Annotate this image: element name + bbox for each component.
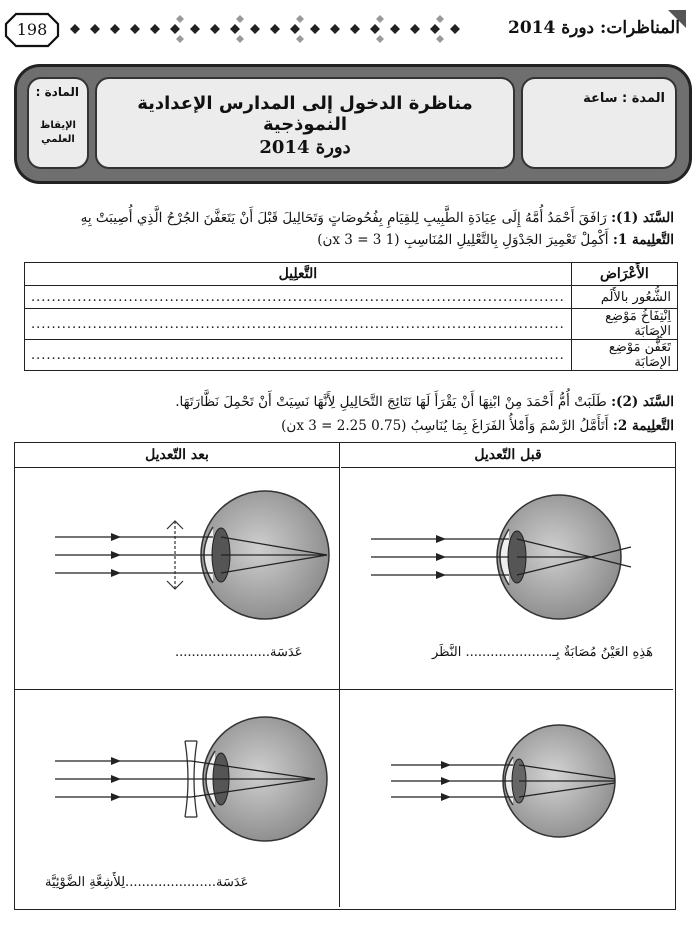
exam-header — [14, 64, 692, 184]
column-before: قبل التّعديل — [341, 443, 675, 468]
table-header-justification: التَّعلِيل — [25, 263, 572, 286]
title-box — [95, 77, 515, 169]
instruction-1-label: التَّعلِيمة 1: — [612, 232, 674, 248]
support-1-label: السَّنَد (1): — [611, 210, 674, 226]
answer-blank[interactable]: ........................................................................................................ — [25, 340, 572, 371]
caption-after-top[interactable]: عَدَسَة....................... — [175, 645, 303, 660]
subject-label: المادة : — [35, 85, 79, 99]
top-title: المناظرات: دورة 2014 — [507, 18, 680, 38]
instruction-1 — [317, 232, 674, 248]
instruction-2 — [281, 418, 674, 434]
eye-before-top-diagram — [341, 469, 673, 629]
eye-diagram-grid — [14, 442, 676, 910]
row-divider — [15, 689, 673, 690]
support-1-text: رَافَقَ أَحْمَدُ أُمَّهُ إِلَى عِيَادَةِ الطَّبِيبِ لِلقِيَامِ بِفُحُوصَاتٍ وَتَحَالِيلَ قَبْلَ أَنْ يَتَعَفَّنَ الجُرْحُ الَّذِي أُصِيبَتْ بِهِ — [80, 210, 607, 226]
ray-arrows — [111, 533, 121, 577]
duration-label: المدة : ساعة — [583, 91, 665, 106]
caption-before-top[interactable]: هَذِهِ العَيْنُ مُصَابَةٌ بِـ..................... النَّظَر — [431, 645, 653, 660]
symptoms-table — [24, 262, 678, 371]
exam-session: دورة 2014 — [259, 137, 351, 158]
symptom-cell: تَعَفُّن مَوْضِع الإصَابَة — [571, 340, 677, 371]
support-2-label: السَّنَد (2): — [611, 394, 674, 410]
support-2 — [175, 394, 674, 410]
support-1 — [81, 210, 674, 226]
table-row — [25, 340, 678, 371]
ray-arrows — [441, 761, 451, 801]
duration-box — [521, 77, 677, 169]
symptom-cell: اِنْتِفَاخُ مَوْضِع الإصَابَة — [571, 309, 677, 340]
subject-value: الإيقاظ العلمي — [40, 120, 76, 145]
answer-blank[interactable]: ........................................................................................................ — [25, 309, 572, 340]
ray-arrows — [436, 535, 446, 579]
symptom-cell: الشُّعُور بالأَلَم — [571, 286, 677, 309]
eye-after-top-diagram — [15, 469, 337, 629]
subject-box — [27, 77, 89, 169]
column-divider — [339, 443, 340, 907]
exam-title: مناظرة الدخول إلى المدارس الإعدادية النموذجية — [137, 93, 473, 135]
instruction-2-label: التَّعلِيمة 2: — [612, 418, 674, 434]
column-after: بعد التّعديل — [15, 443, 340, 468]
table-header-symptoms: الأَعْرَاض — [571, 263, 677, 286]
table-row — [25, 309, 678, 340]
page-number-badge — [4, 12, 60, 48]
ray-arrows — [111, 757, 121, 801]
page-number: 198 — [16, 20, 48, 39]
table-row — [25, 286, 678, 309]
instruction-2-text: أَتَأَمَّلُ الرَّسْمَ وَأَمْلأُ الفَرَاغَ بِمَا يُنَاسِبُ (0.75 x 3 = 2.25ن) — [281, 418, 609, 434]
answer-blank[interactable]: ........................................................................................................ — [25, 286, 572, 309]
eye-after-bottom-diagram — [15, 695, 337, 865]
eye-before-bottom-diagram — [341, 695, 673, 865]
instruction-1-text: أَكْمِلْ تَعْمِيرَ الجَدْوَلِ بِالتَّعْلِيلِ المُنَاسِبِ (1 x 3 = 3ن) — [317, 232, 609, 248]
caption-after-bottom[interactable]: عَدَسَة......................لِلأَشِعَّةِ الضَّوْئِيَّة — [45, 875, 249, 890]
support-2-text: طَلَبَتْ أُمُّ أَحْمَدَ مِنْ ابْنِهَا أَنْ يَقْرَأَ لَهَا نَتَائِجَ التَّحَالِيلِ لِأَنَّهَا نَسِيَتْ أَنْ تَحْمِلَ نَظَّارَتَهَا. — [175, 394, 607, 410]
diamond-border-decoration — [64, 14, 464, 44]
